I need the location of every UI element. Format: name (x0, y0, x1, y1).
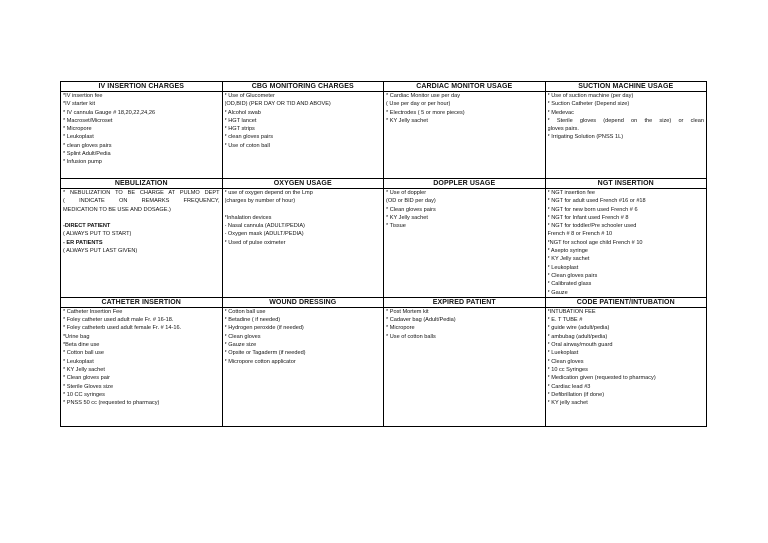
list-item: * Sterile Gloves size (63, 383, 114, 390)
list-item: * NGT for toddler/Pre schooler used (547, 223, 637, 230)
catheter-insertion-cell (61, 307, 223, 426)
list-item: * Use of suction machine (per day) (547, 93, 634, 99)
list-item: * KY Jelly sachet (386, 214, 428, 221)
cbg-monitoring-cell (222, 92, 384, 179)
list-item: (OD or BID per day) (386, 198, 436, 205)
list-item: * Use of doppler (386, 190, 427, 196)
list-item: * KY Jelly sachet (547, 256, 590, 263)
spacer (225, 206, 382, 214)
list-item: - Nasal cannula (ADULT/PEDIA) (224, 223, 305, 230)
list-item: (charges by number of hour) (224, 198, 296, 205)
list-item: * Macroset/Microset (63, 117, 113, 124)
spacer (63, 214, 220, 222)
code-patient-cell (545, 307, 707, 426)
list-item: * Used of pulse oximeter (224, 239, 286, 246)
list-item: * Infusion pump (63, 159, 102, 166)
list-item: * NGT for new born used French # 6 (547, 206, 638, 213)
list-item: * Calibrated glass (547, 281, 592, 288)
cbg-monitoring-header: CBG MONITORING CHARGES (222, 82, 384, 92)
list-item: * guide wire (adult/pedia) (547, 325, 610, 332)
expired-patient-cell (384, 307, 546, 426)
list-item: * 10 CC syringes (63, 391, 105, 398)
list-item: * Irrigating Solution (PNSS 1L) (547, 134, 624, 141)
list-item: * KY Jelly sachet (386, 117, 428, 124)
list-item: ( INDICATE ON REMARKS FREQUENCY, (63, 198, 220, 205)
list-item: * use of oxygen depend on the Lmp (224, 190, 313, 196)
doppler-usage-header: DOPPLER USAGE (384, 179, 546, 189)
oxygen-usage-cell (222, 189, 384, 298)
list-item: * NGT insertion fee (547, 190, 595, 196)
list-item: * Cotton ball use (63, 350, 105, 357)
list-item: * Cotton ball use (224, 308, 266, 315)
list-item: *INTUBATION FEE (547, 308, 596, 315)
list-item: * Post Mortem kit (386, 308, 429, 315)
list-item: * IV cannula Gauge # 18,20,22,24,26 (63, 109, 156, 116)
list-item: * Asepto syringe (547, 248, 588, 255)
cardiac-monitor-cell (384, 92, 546, 179)
list-item: * Clean gloves pairs (386, 206, 436, 213)
list-item: * Gauze (547, 289, 568, 296)
list-item: * Micropore (63, 126, 92, 133)
oxygen-usage-header: OXYGEN USAGE (222, 179, 384, 189)
list-item: - Oxygen mask (ADULT/PEDIA) (224, 231, 304, 238)
ngt-insertion-cell (545, 189, 707, 298)
list-item: * Medevac (547, 109, 574, 116)
list-item: * Leukoplast (547, 264, 579, 271)
list-item: * Hydrogen peroxide (if needed) (224, 325, 304, 332)
list-item: * NGT for Infant used French # 8 (547, 214, 629, 221)
iv-insertion-header: IV INSERTION CHARGES (61, 82, 223, 92)
list-item: * Suction Catheter (Depend size) (547, 101, 630, 108)
list-item: * Cardiac lead #3 (547, 383, 591, 390)
list-item: *NGT for school age child French # 10 (547, 239, 643, 246)
list-item: * KY Jelly sachet (63, 366, 105, 373)
list-item: * NGT for adult used French #16 or #18 (547, 198, 646, 205)
list-item: * Clean gloves pair (63, 375, 110, 382)
list-item: * 10 cc Syringes (547, 366, 588, 373)
code-patient-header: CODE PATIENT/INTUBATION (545, 297, 707, 307)
list-item: * clean gloves pairs (63, 142, 112, 149)
wound-dressing-header: WOUND DRESSING (222, 297, 384, 307)
list-item: *IV insertion fee (63, 93, 103, 99)
list-item: * Use of Glucometer (224, 93, 275, 99)
list-item: * Oral airway/mouth guard (547, 342, 613, 349)
er-patients-label: - ER PATIENTS (63, 239, 103, 246)
list-item: * Tissue (386, 223, 406, 230)
list-item: *Inhalation devices (224, 214, 272, 221)
list-item: * Clean gloves pairs (547, 272, 598, 279)
charges-table (60, 81, 707, 427)
list-item: MEDICATION TO BE USE AND DOSAGE.) (63, 206, 171, 213)
list-item: * KY jelly sachet (547, 400, 588, 407)
list-item: * PNSS 50 cc (requested to pharmacy) (63, 400, 160, 407)
list-item: (OD,BID) (PER DAY OR TID AND ABOVE) (224, 101, 331, 108)
list-item: * NEBULIZATION TO BE CHARGE AT PULMO DEPT (63, 190, 220, 196)
nebulization-cell (61, 189, 223, 298)
list-item: * Defibrillation (if done) (547, 391, 605, 398)
direct-patient-label: -DIRECT PATIENT (63, 223, 111, 230)
list-item: French # 8 or French # 10 (547, 231, 613, 238)
list-item: * Catheter Insertion Fee (63, 308, 123, 315)
list-item: * Leukoplast (63, 358, 94, 365)
list-item: * Cadaver bag (Adult/Pedia) (386, 317, 456, 324)
iv-insertion-cell (61, 92, 223, 179)
list-item: * Cardiac Monitor use per day (386, 93, 460, 99)
list-item: * Clean gloves (547, 358, 584, 365)
list-item: * ambubag (adult/pedia) (547, 333, 608, 340)
list-item: *Beta dine use (63, 342, 100, 349)
list-item: * Splint Adult/Pedia (63, 151, 111, 158)
list-item: * clean gloves pairs (224, 134, 274, 141)
cardiac-monitor-header: CARDIAC MONITOR USAGE (384, 82, 546, 92)
list-item: * Use of cotton balls (386, 333, 436, 340)
list-item: * Betadine ( if needed) (224, 317, 281, 324)
list-item: * Gauze size (224, 342, 257, 349)
list-item: *IV starter kit (63, 101, 96, 108)
wound-dressing-cell (222, 307, 384, 426)
list-item: * HGT strips (224, 126, 255, 133)
list-item: * Micropore (386, 325, 415, 332)
list-item: * Medication given (requested to pharmacy) (547, 375, 656, 382)
nebulization-header: NEBULIZATION (61, 179, 223, 189)
ngt-insertion-header: NGT INSERTION (545, 179, 707, 189)
list-item: * Use of coton ball (224, 142, 270, 149)
list-item: * Alcohol swab (224, 109, 261, 116)
list-item: * Leukoplast (63, 134, 94, 141)
list-item: ( ALWAYS PUT LAST GIVEN) (63, 248, 138, 255)
list-item: gloves pairs. (547, 126, 579, 133)
list-item: * Electrodes ( 5 or more pieces) (386, 109, 465, 116)
list-item: * Opsite or Tagaderm (if needed) (224, 350, 306, 357)
suction-machine-cell (545, 92, 707, 179)
list-item: * Foley catheter used adult male Fr. # 16-18. (63, 317, 174, 324)
list-item: * Sterile gloves (depend on the size) or clean (547, 117, 704, 124)
suction-machine-header: SUCTION MACHINE USAGE (545, 82, 707, 92)
list-item: * Luekoplast (547, 350, 579, 357)
list-item: * HGT lancet (224, 117, 257, 124)
list-item: ( ALWAYS PUT TO START) (63, 231, 132, 238)
expired-patient-header: EXPIRED PATIENT (384, 297, 546, 307)
doppler-usage-cell (384, 189, 546, 298)
list-item: * Clean gloves (224, 333, 261, 340)
list-item: * Foley catheterb used adult female Fr. # 14-16. (63, 325, 182, 332)
list-item: *Urine bag (63, 333, 90, 340)
catheter-insertion-header: CATHETER INSERTION (61, 297, 223, 307)
list-item: * E. T TUBE # (547, 317, 583, 324)
list-item: ( Use per day or per hour) (386, 101, 451, 108)
list-item: * Micropore cotton applicator (224, 358, 296, 365)
